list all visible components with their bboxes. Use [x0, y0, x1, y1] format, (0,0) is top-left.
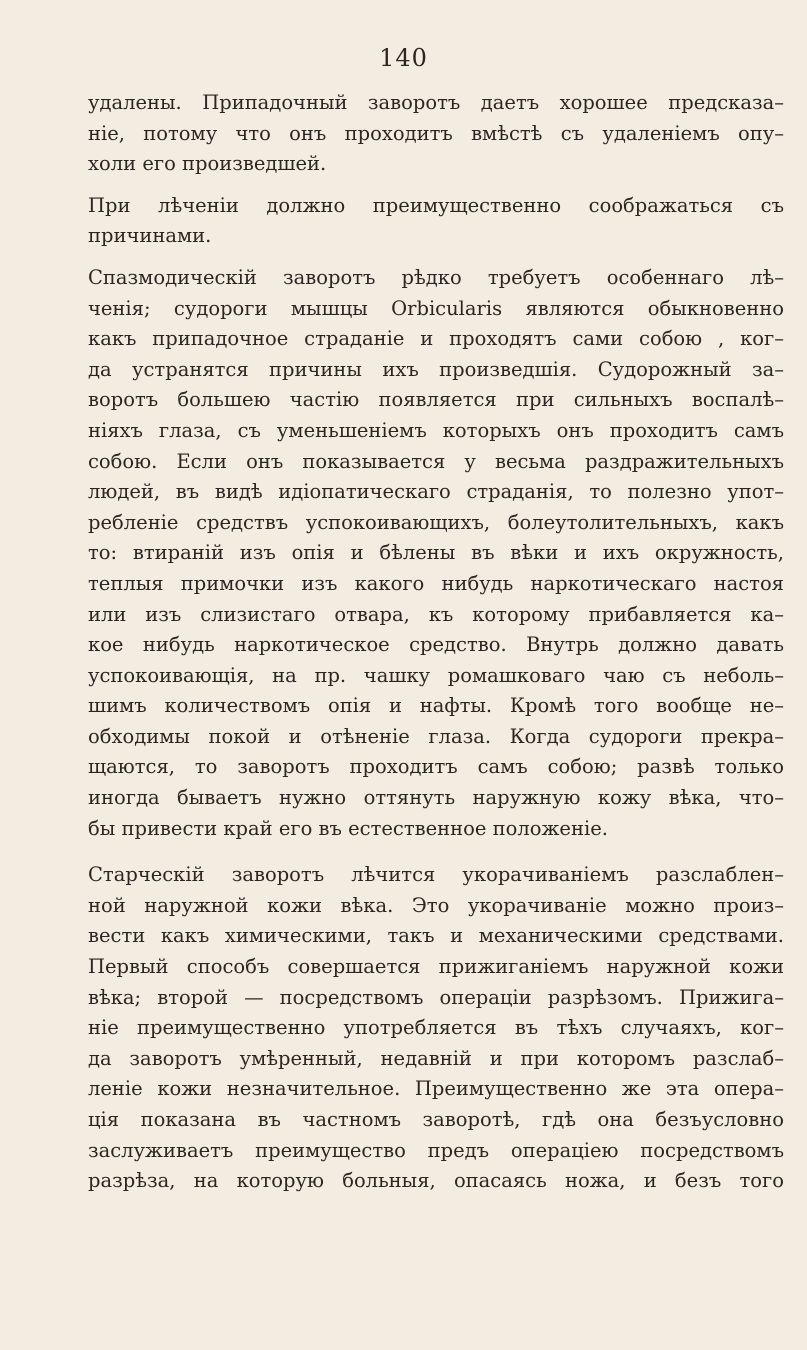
text-line: людей, въ видѣ идіопатическаго страданія, то полезно упот– [88, 480, 784, 504]
text-line: то: втираній изъ опія и бѣлены въ вѣки и ихъ окружность, [88, 541, 784, 565]
text-line: ной наружной кожи вѣка. Это укорачиваніе можно произ– [88, 893, 784, 917]
text-line: Первый способъ совершается прижиганіемъ наружной кожи [88, 955, 784, 979]
text-line: ція показана въ частномъ заворотѣ, гдѣ она безъусловно [88, 1108, 784, 1131]
text-line: разрѣза, на которую больныя, опасаясь ножа, и безъ того [88, 1169, 784, 1193]
text-line: теплыя примочки изъ какого нибудь наркотическаго настоя [88, 571, 784, 595]
text-line: собою. Если онъ показывается у весьма раздражительныхъ [88, 449, 784, 473]
text-line: щаются, то заворотъ проходитъ самъ собою; развѣ только [88, 755, 784, 779]
text-line: ребленіе средствъ успокоивающихъ, болеутолительныхъ, какъ [88, 510, 784, 534]
text-line: да устранятся причины ихъ произведшія. Судорожный за– [88, 357, 784, 381]
text-line: холи его произведшей. [88, 152, 327, 176]
text-line: да заворотъ умѣренный, недавній и при которомъ разслаб– [88, 1046, 784, 1070]
paragraph-gap [88, 844, 784, 860]
body-text [88, 88, 784, 1197]
page-number: 140 [379, 44, 428, 72]
text-line: заслуживаетъ преимущество предъ операціею посредствомъ [88, 1138, 784, 1162]
text-line: воротъ большею частію появляется при сильныхъ воспалѣ– [88, 388, 784, 412]
text-line: вести какъ химическими, такъ и механическими средствами. [88, 924, 784, 948]
text-line: Старческій заворотъ лѣчится укорачиваніемъ разслаблен– [88, 863, 784, 887]
text-line: ніяхъ глаза, съ уменьшеніемъ которыхъ онъ проходитъ самъ [88, 418, 784, 442]
text-line: причинами. [88, 224, 212, 248]
text-line: или изъ слизистаго отвара, къ которому прибавляется ка– [88, 602, 784, 626]
text-line: ніе преимущественно употребляется въ тѣхъ случаяхъ, ког– [88, 1016, 784, 1040]
text-line: удалены. Припадочный заворотъ даетъ хорошее предсказа– [88, 91, 784, 114]
text-line: Спазмодическій заворотъ рѣдко требуетъ особеннаго лѣ– [88, 265, 784, 289]
text-line: успокоивающія, на пр. чашку ромашковаго чаю съ неболь– [88, 663, 784, 687]
text-line: кое нибудь наркотическое средство. Внутрь должно давать [88, 633, 784, 657]
text-line: ченія; судороги мышцы Orbicularis являются обыкновенно [88, 296, 784, 320]
text-line: какъ припадочное страданіе и проходятъ сами собою , ког– [88, 327, 784, 351]
text-line: леніе кожи незначительное. Преимущественно же эта опера– [88, 1077, 784, 1101]
text-line: шимъ количествомъ опія и нафты. Кромѣ того вообще не– [88, 694, 784, 718]
text-line: При лѣченіи должно преимущественно соображаться съ [88, 193, 784, 217]
text-line: иногда бываетъ нужно оттянуть наружную кожу вѣка, что– [88, 786, 784, 810]
text-line: обходимы покой и отѣненіе глаза. Когда судороги прекра– [88, 724, 784, 748]
text-line: бы привести край его въ естественное положеніе. [88, 816, 608, 840]
text-line: ніе, потому что онъ проходитъ вмѣстѣ съ удаленіемъ опу– [88, 121, 784, 145]
paragraph-gap [88, 180, 784, 191]
text-line: вѣка; второй — посредствомъ операціи разрѣзомъ. Прижига– [88, 985, 784, 1009]
paragraph-gap [88, 252, 784, 263]
